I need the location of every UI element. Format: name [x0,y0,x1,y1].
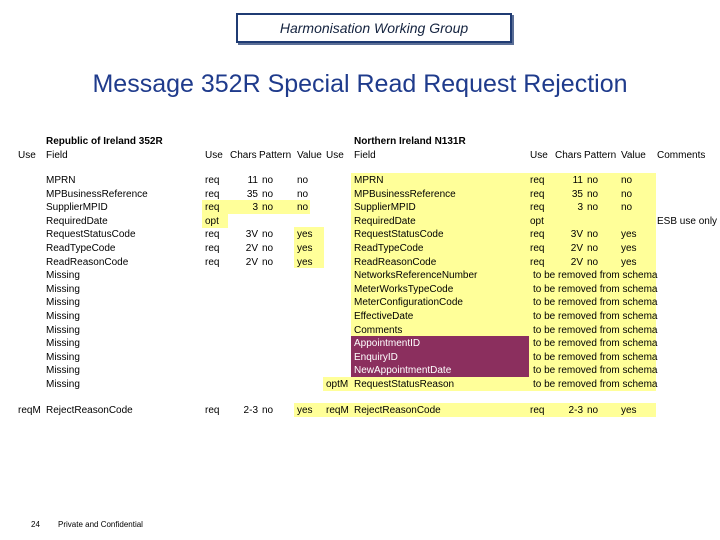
roi-row-field: Missing [46,270,80,282]
roi-row-field: Missing [46,351,80,363]
roi-row-value: no [297,202,309,214]
ni-row-chars: 3V [570,229,583,241]
ni-row-use2: req [530,188,545,200]
ni-row-value: no [621,188,633,200]
page-number: 24 [31,520,40,529]
roi-row-field: RequiredDate [46,215,108,227]
ni-row-field: Comments [354,324,403,336]
ni-row-use: reqM [326,405,349,416]
ni-row-remove-note: to be removed from schema [533,338,658,350]
ni-row-pattern: no [587,175,599,186]
ni-row-remove-note: to be removed from schema [533,365,658,377]
roi-row-field: Missing [46,283,80,295]
roi-row-value: yes [297,256,313,268]
ni-row-field: NewAppointmentDate [354,365,452,377]
ni-col-use2: Use [530,150,548,161]
ni-row-remove-note: to be removed from schema [533,311,658,322]
roi-row-value: yes [297,229,313,241]
roi-row-chars: 2V [245,256,258,268]
ni-row-pattern: no [587,202,599,214]
ni-row-field: NetworksReferenceNumber [354,270,478,282]
roi-row-field: Missing [46,379,80,390]
roi-row-value: no [297,175,309,186]
ni-row-field: MPRN [354,175,384,186]
ni-row-chars: 11 [572,175,583,186]
ni-row-value: yes [621,229,637,241]
ni-row-comment: ESB use only [657,215,718,227]
ni-row-pattern: no [587,243,599,254]
ni-row-remove-note: to be removed from schema [533,270,658,282]
roi-row-chars: 2V [245,243,258,254]
roi-row-use2: req [205,256,220,268]
roi-row-pattern: no [262,256,274,268]
ni-col-value: Value [621,150,646,161]
ni-row-pattern: no [587,405,599,416]
ni-row-use2: req [530,229,545,241]
roi-row-chars: 11 [247,175,258,186]
roi-row-field: Missing [46,297,80,309]
ni-col-field: Field [354,150,376,161]
ni-row-field: ReadReasonCode [354,256,437,268]
roi-row-pattern: no [262,229,274,241]
ni-col-chars: Chars [555,150,582,161]
ni-row-field: RejectReasonCode [354,405,441,416]
ni-row-field: RequiredDate [354,215,416,227]
roi-row-use: reqM [18,405,41,416]
roi-row-field: ReadReasonCode [46,256,129,268]
roi-row-value: yes [297,243,313,254]
roi-row-pattern: no [262,405,274,416]
roi-row-use2: req [205,243,220,254]
ni-col-use: Use [326,150,344,161]
roi-row-pattern: no [262,202,274,214]
ni-row-field: MeterConfigurationCode [354,297,463,309]
roi-row-field: ReadTypeCode [46,243,116,254]
ni-row-value: yes [621,405,637,416]
roi-row-field: RequestStatusCode [46,229,136,241]
roi-row-field: MPBusinessReference [46,188,148,200]
roi-row-use2: req [205,188,220,200]
ni-row-chars: 2-3 [568,405,583,416]
ni-row-value: no [621,202,633,214]
roi-col-use2: Use [205,150,223,161]
roi-col-chars: Chars [230,150,257,161]
roi-col-pattern: Pattern [259,150,292,161]
ni-row-field: MeterWorksTypeCode [354,283,454,295]
ni-row-use2: req [530,243,545,254]
ni-row-remove-note: to be removed from schema [533,283,658,295]
ni-row-field: SupplierMPID [354,202,416,214]
ni-row-field: EnquiryID [354,351,398,363]
roi-row-use2: req [205,405,220,416]
roi-row-field: SupplierMPID [46,202,108,214]
ni-row-chars: 2V [570,256,583,268]
ni-row-field: EffectiveDate [354,311,414,322]
ni-row-remove-note: to be removed from schema [533,379,658,390]
ni-row-value: yes [621,256,637,268]
ni-row-use2: req [530,175,545,186]
ni-row-remove-note: to be removed from schema [533,351,658,363]
page-title: Message 352R Special Read Request Rejection [92,70,628,98]
ni-row-field: ReadTypeCode [354,243,424,254]
ni-row-use2: opt [530,215,544,227]
ni-row-use2: req [530,405,545,416]
roi-row-value: yes [297,405,313,416]
ni-row-chars: 3 [577,202,583,214]
ni-row-pattern: no [587,256,599,268]
ni-row-field: AppointmentID [354,338,421,350]
roi-row-field: Missing [46,365,80,377]
roi-row-chars: 2-3 [243,405,258,416]
ni-heading: Northern Ireland N131R [354,136,466,147]
ni-row-use: optM [326,379,349,390]
roi-col-use: Use [18,150,36,161]
roi-row-pattern: no [262,243,274,254]
roi-row-field: RejectReasonCode [46,405,133,416]
ni-row-value: yes [621,243,637,254]
roi-row-chars: 35 [246,188,258,200]
ni-row-field: RequestStatusReason [354,379,455,390]
roi-row-use2: opt [205,215,219,227]
roi-row-field: Missing [46,311,80,322]
group-name: Harmonisation Working Group [279,20,469,36]
ni-row-field: MPBusinessReference [354,188,456,200]
roi-col-value: Value [297,150,322,161]
ni-row-value: no [621,175,633,186]
roi-row-pattern: no [262,175,274,186]
roi-row-field: MPRN [46,175,76,186]
footer-text: Private and Confidential [58,520,143,529]
roi-row-use2: req [205,202,220,214]
ni-row-field: RequestStatusCode [354,229,444,241]
ni-row-pattern: no [587,188,599,200]
roi-heading: Republic of Ireland 352R [46,136,163,147]
ni-row-remove-note: to be removed from schema [533,297,658,309]
ni-row-use2: req [530,202,545,214]
ni-col-comments: Comments [657,150,706,161]
roi-row-value: no [297,188,309,200]
ni-row-chars: 35 [571,188,583,200]
ni-row-chars: 2V [570,243,583,254]
roi-row-field: Missing [46,324,80,336]
ni-row-pattern: no [587,229,599,241]
roi-col-field: Field [46,150,68,161]
header-box [236,13,512,43]
ni-row-remove-note: to be removed from schema [533,324,658,336]
ni-col-pattern: Pattern [584,150,617,161]
roi-row-chars: 3 [252,202,258,214]
roi-row-use2: req [205,175,220,186]
roi-row-use2: req [205,229,220,241]
roi-row-pattern: no [262,188,274,200]
ni-row-use2: req [530,256,545,268]
roi-row-field: Missing [46,338,80,350]
roi-row-chars: 3V [245,229,258,241]
